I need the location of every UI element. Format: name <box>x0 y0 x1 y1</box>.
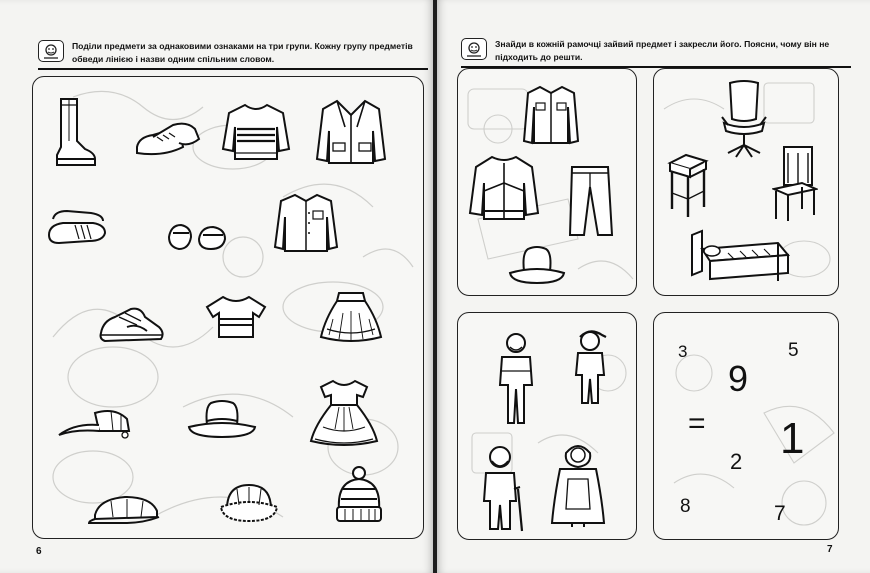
task-badge-icon <box>461 38 487 60</box>
number-8: 8 <box>680 496 691 517</box>
hat-icon <box>508 245 566 285</box>
grandfather-icon <box>478 443 526 533</box>
equals-sign: = <box>688 407 706 440</box>
jacket-icon <box>468 153 540 223</box>
right-instruction <box>495 38 865 64</box>
right-instruction-line2: підходить до решти. <box>495 52 583 62</box>
frame-furniture <box>653 68 839 296</box>
chair-icon <box>772 143 818 223</box>
office-chair-icon <box>716 79 772 159</box>
shoes-icon <box>133 117 203 161</box>
shirt-icon <box>522 83 580 147</box>
frame-numbers <box>653 312 839 540</box>
shirt-icon <box>273 191 339 255</box>
left-page-number: 6 <box>36 546 42 557</box>
left-instruction-line1: Поділи предмети за однаковими ознаками на три групи. Кожну групу предметів <box>72 41 413 51</box>
hat-icon <box>187 397 257 441</box>
trousers-icon <box>566 163 614 239</box>
sandals-icon <box>165 215 229 255</box>
left-instruction-line2: обведи лінією і назви одним спільним словом. <box>72 54 275 64</box>
sweater-icon <box>221 101 291 165</box>
left-page <box>0 0 433 573</box>
fur-hat-icon <box>217 479 281 525</box>
boot-icon <box>51 97 99 169</box>
left-items-frame <box>32 76 424 539</box>
flat-cap-icon <box>85 493 165 527</box>
number-7: 7 <box>774 502 786 525</box>
number-9: 9 <box>728 358 749 399</box>
grandmother-icon <box>550 439 606 529</box>
boy-icon <box>570 327 610 407</box>
jacket-icon <box>315 97 387 167</box>
number-1: 1 <box>780 414 805 463</box>
frame-people <box>457 312 637 540</box>
stool-icon <box>666 153 710 219</box>
slippers-icon <box>45 207 109 253</box>
tshirt-icon <box>203 293 269 339</box>
right-page-number: 7 <box>827 544 833 555</box>
man-icon <box>494 331 538 427</box>
skirt-icon <box>319 289 383 345</box>
cap-icon <box>55 405 135 441</box>
number-3: 3 <box>678 342 688 361</box>
bed-icon <box>688 229 792 287</box>
dress-icon <box>309 377 379 449</box>
number-2: 2 <box>730 449 743 474</box>
frame-clothes <box>457 68 637 296</box>
number-5: 5 <box>788 340 799 361</box>
right-page <box>437 0 870 573</box>
task-badge-icon <box>38 40 64 62</box>
sneakers-icon <box>97 303 167 347</box>
knit-hat-icon <box>331 465 387 527</box>
right-instruction-line1: Знайди в кожній рамочці зайвий предмет і закресли його. Поясни, чому він не <box>495 39 830 49</box>
header-rule <box>38 68 428 70</box>
left-instruction <box>72 40 422 66</box>
